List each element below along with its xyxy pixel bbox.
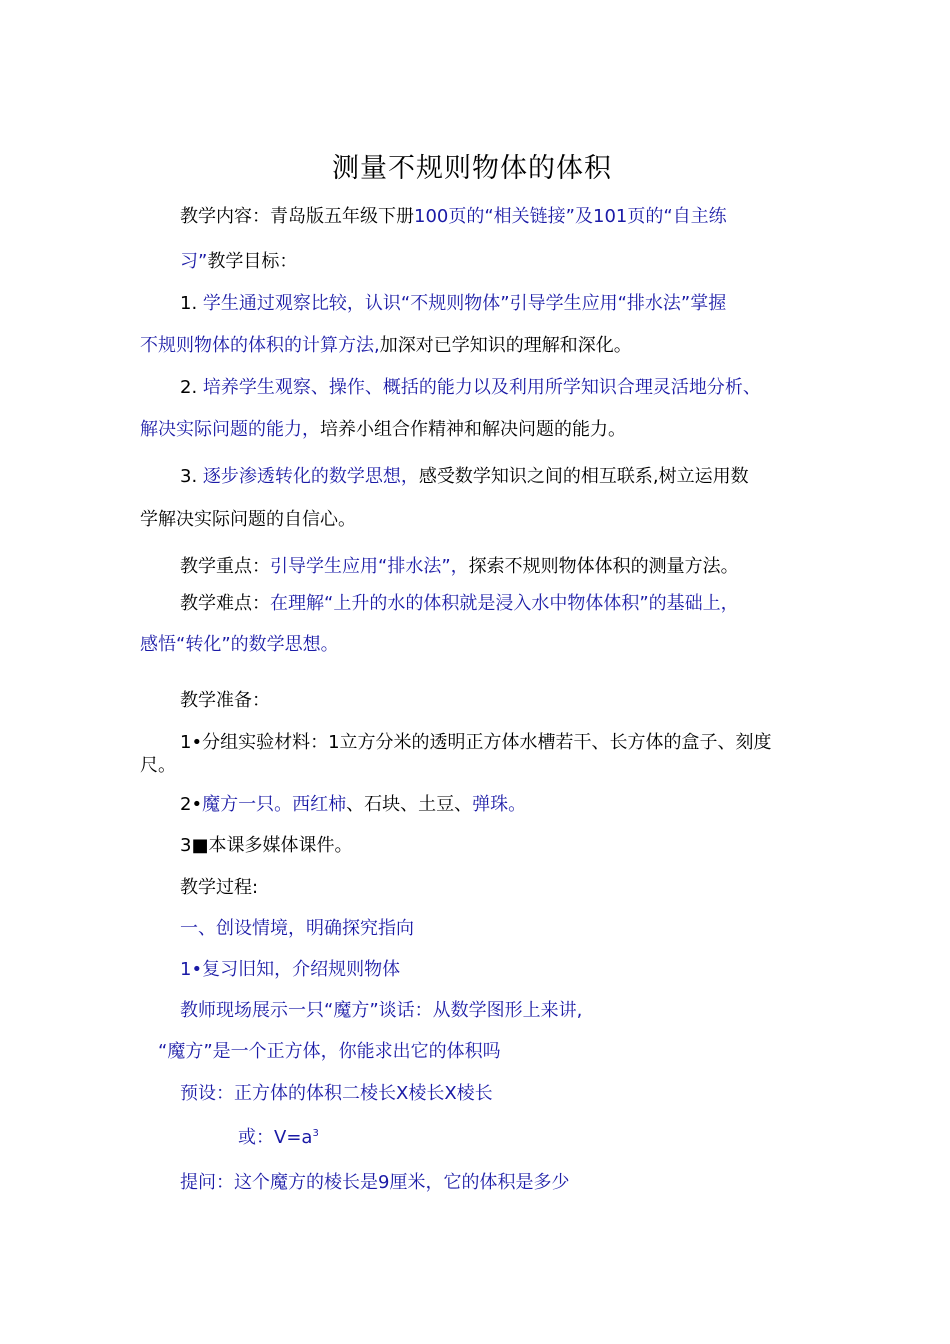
objective-3-rest: 感受数学知识之间的相互联系,树立运用数: [418, 466, 749, 487]
teacher-line: 教师现场展示一只“魔方”谈话：从数学图形上来讲,: [180, 1000, 583, 1021]
difficulty-label: 教学难点：: [180, 593, 270, 614]
objective-2-cont: [140, 418, 626, 442]
objective-2: [180, 376, 761, 400]
prep-item-2-a: 魔方一只。西红柿: [202, 794, 347, 815]
objective-1-number: 1.: [180, 293, 198, 314]
objective-3-number: 3.: [180, 466, 198, 487]
objective-2-text-2: 解决实际问题的能力，: [140, 419, 320, 440]
objective-2-text: 培养学生观察、操作、概括的能力以及利用所学知识合理灵活地分析、: [202, 377, 761, 398]
process-label: 教学过程:: [180, 877, 259, 898]
prep-item-2-number: 2•: [180, 794, 203, 815]
prep-item-1-cont: 尺。: [140, 755, 176, 776]
content-text: 100页的“相关链接”及101页的“自主练: [414, 206, 727, 227]
content-label: 教学内容：青岛版五年级下册: [180, 206, 414, 227]
key-point-rest: 探索不规则物体体积的测量方法。: [468, 556, 739, 577]
objective-1-cont: [140, 334, 632, 358]
formula-text: 或：V=a: [238, 1127, 313, 1148]
section-1-heading: 一、创设情境，明确探究指向: [180, 918, 414, 939]
objective-3-text: 逐步渗透转化的数学思想，: [202, 466, 419, 487]
objective-3-cont: 学解决实际问题的自信心。: [140, 509, 356, 530]
key-point: [180, 555, 739, 579]
objectives-label: 教学目标：: [207, 251, 298, 272]
objective-1: [180, 292, 726, 316]
prep-item-2-b: 、石块、土豆、: [346, 794, 473, 815]
difficulty: [180, 592, 739, 616]
objective-2-number: 2.: [180, 377, 198, 398]
formula-exponent: 3: [312, 1128, 319, 1139]
objective-1-text-2: 不规则物体的体积的计算方法,: [140, 335, 380, 356]
difficulty-cont: 感悟“转化”的数学思想。: [140, 634, 339, 655]
section-1-1-heading: 1•复习旧知，介绍规则物体: [180, 959, 401, 980]
objective-2-rest: 培养小组合作精神和解决问题的能力。: [320, 419, 626, 440]
preset-line: 预设：正方体的体积二棱长X棱长X棱长: [180, 1083, 493, 1104]
difficulty-text: 在理解“上升的水的体积就是浸入水中物体体积”的基础上，: [270, 593, 739, 614]
prep-item-3: 3■本课多媒体课件。: [180, 835, 353, 856]
content-line-cont: [180, 250, 297, 274]
objective-1-text: 学生通过观察比较，认识“不规则物体”引导学生应用“排水法”掌握: [202, 293, 727, 314]
prep-label: 教学准备：: [180, 690, 270, 711]
question-line: 提问：这个魔方的棱长是9厘米，它的体积是多少: [180, 1172, 570, 1193]
content-cont: 习”: [180, 251, 208, 272]
objective-3: [180, 465, 749, 489]
prep-item-2-c: 弹珠。: [472, 794, 527, 815]
teacher-line-2: “魔方”是一个正方体，你能求出它的体积吗: [158, 1041, 501, 1062]
prep-item-1: 1•分组实验材料：1立方分米的透明正方体水槽若干、长方体的盒子、刻度: [180, 732, 772, 753]
key-point-label: 教学重点：: [180, 556, 270, 577]
content-line: [180, 205, 727, 229]
prep-item-2: [180, 793, 526, 817]
objective-1-rest: 加深对已学知识的理解和深化。: [379, 335, 632, 356]
formula-line: [238, 1126, 319, 1150]
key-point-text: 引导学生应用“排水法”，: [270, 556, 469, 577]
page-title: 测量不规则物体的体积: [332, 153, 612, 184]
